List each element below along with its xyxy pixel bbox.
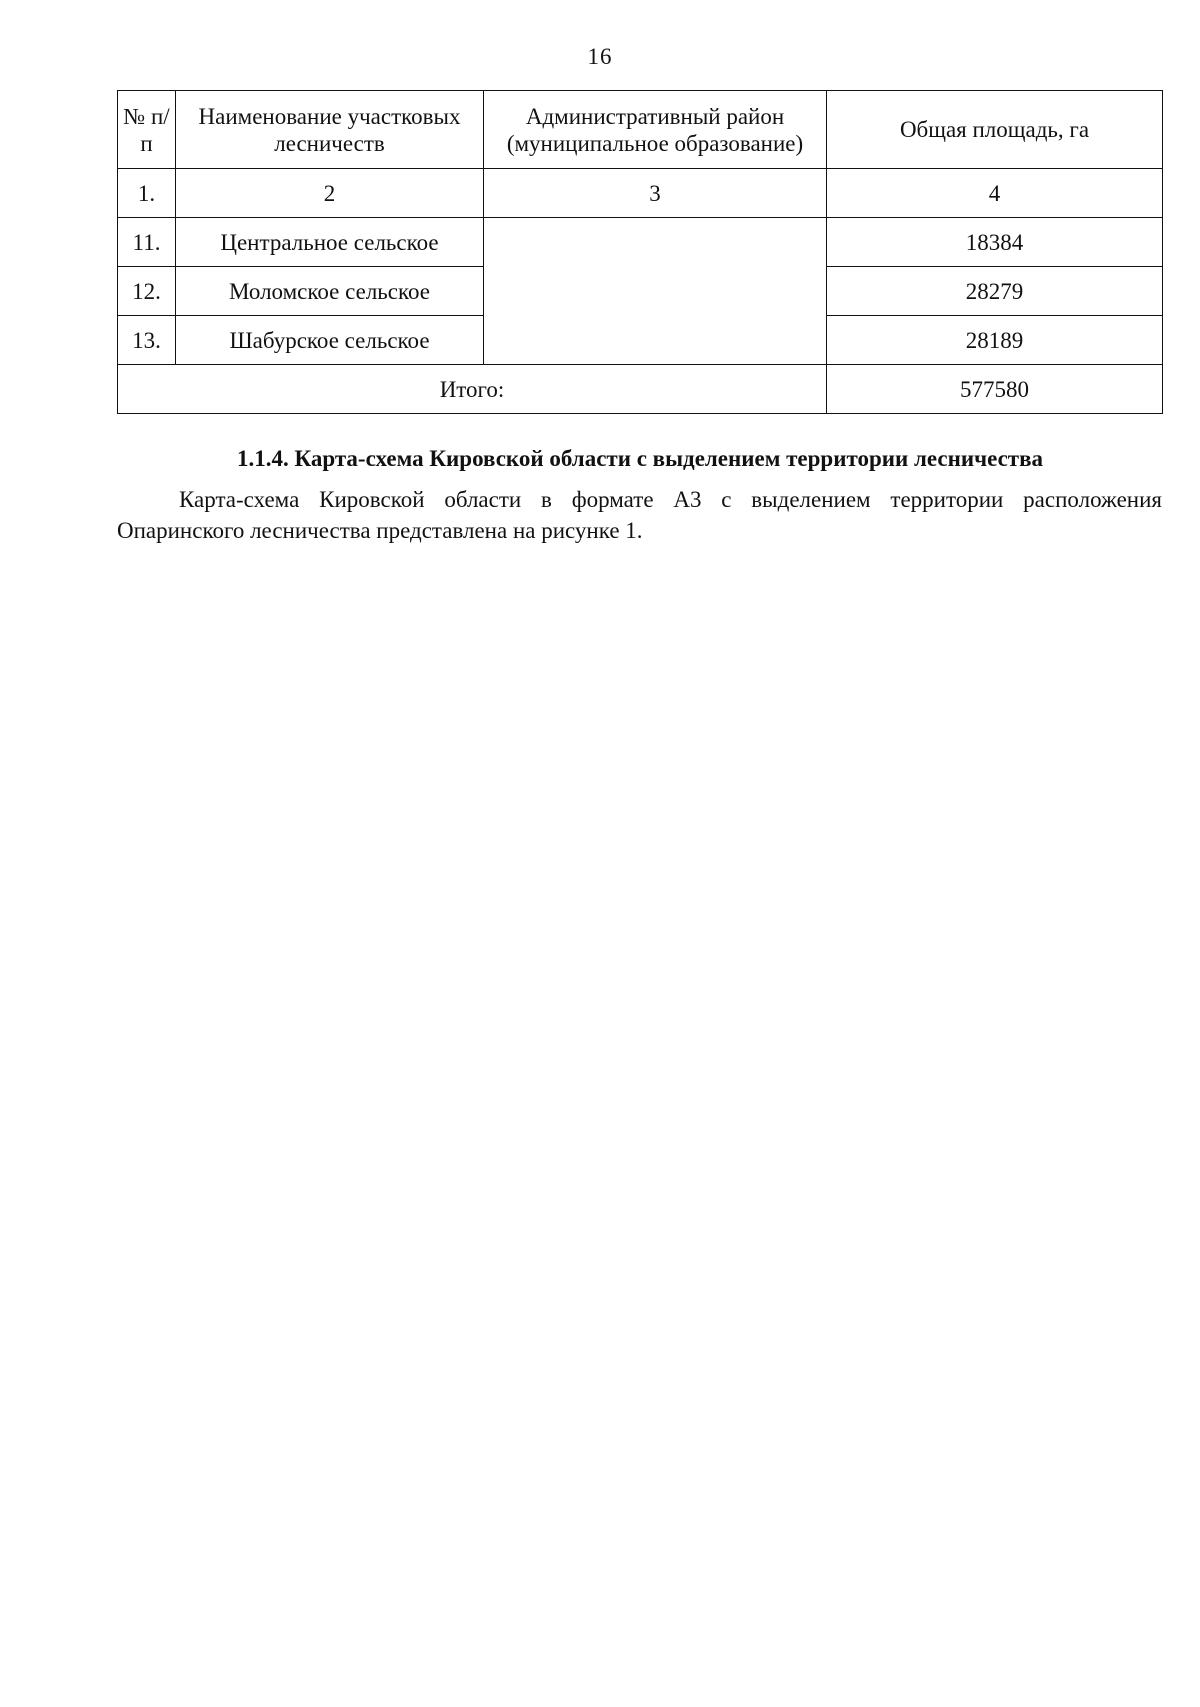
row-number-cell: 13. <box>118 316 176 365</box>
row-number-cell: 12. <box>118 267 176 316</box>
header-number <box>118 91 176 169</box>
total-value-cell: 577580 <box>827 365 1163 414</box>
forestry-name-cell: Шабурское сельское <box>176 316 484 365</box>
table-row <box>118 218 1163 267</box>
header-forestry-name <box>176 91 484 169</box>
header-district <box>484 91 827 169</box>
forestry-name-cell: Моломское сельское <box>176 267 484 316</box>
area-cell: 28279 <box>827 267 1163 316</box>
total-label-cell: Итого: <box>118 365 827 414</box>
column-number-cell: 1. <box>118 169 176 218</box>
column-number-cell: 4 <box>827 169 1163 218</box>
row-number-cell: 11. <box>118 218 176 267</box>
section-heading: 1.1.4. Карта-схема Кировской области с выделением территории лесничества <box>236 446 1044 471</box>
header-area <box>827 91 1163 169</box>
column-number-cell: 3 <box>484 169 827 218</box>
page-number: 16 <box>587 44 613 69</box>
table-header-row <box>118 91 1163 169</box>
header-district-label: Административный район (муниципальное образование) <box>506 103 804 156</box>
forestry-name-cell: Центральное сельское <box>176 218 484 267</box>
area-cell: 18384 <box>827 218 1163 267</box>
header-area-label: Общая площадь, га <box>899 117 1090 142</box>
forestry-table <box>117 90 1163 414</box>
district-cell <box>484 218 827 365</box>
area-cell: 28189 <box>827 316 1163 365</box>
column-number-cell: 2 <box>176 169 484 218</box>
section-paragraph: Карта-схема Кировской области в формате А3 с выделением территории расположения Опаринского лесничества представлена на рисунке 1. <box>117 487 1162 543</box>
header-number-label: № п/п <box>123 103 170 156</box>
total-row <box>118 365 1163 414</box>
column-number-row <box>118 169 1163 218</box>
header-forestry-name-label: Наименование участковых лесничеств <box>198 103 461 156</box>
